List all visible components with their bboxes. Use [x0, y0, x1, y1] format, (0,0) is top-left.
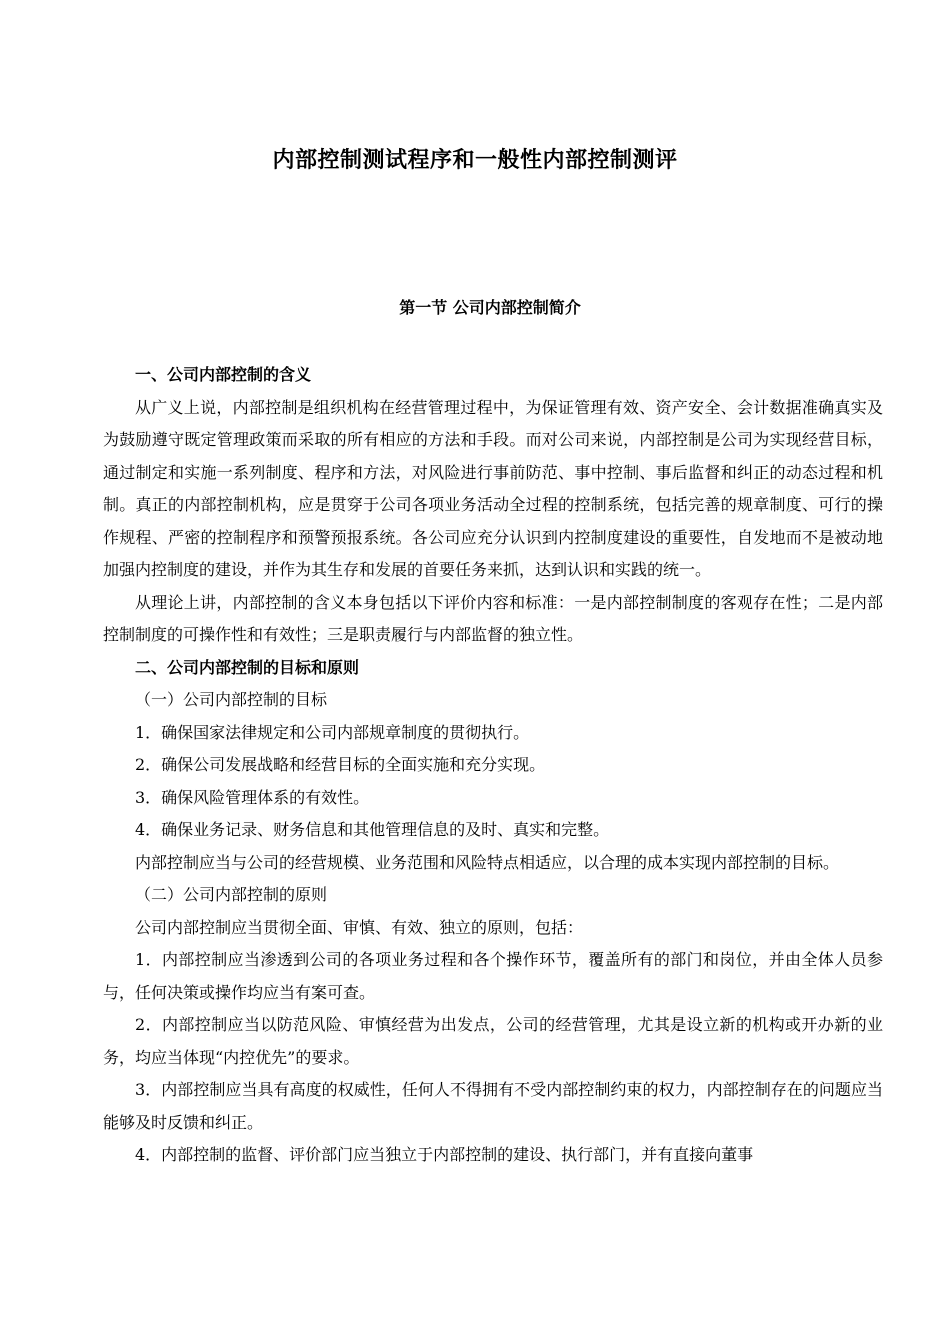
subheading: （二）公司内部控制的原则 [135, 885, 328, 904]
paragraph: 4．内部控制的监督、评价部门应当独立于内部控制的建设、执行部门，并有直接向董事 [135, 1145, 754, 1164]
document-body [103, 359, 883, 1172]
paragraph: 2．内部控制应当以防范风险、审慎经营为出发点，公司的经营管理，尤其是设立新的机构或开办新的业务，均应当体现“内控优先”的要求。 [103, 1015, 883, 1067]
paragraph: 1．内部控制应当渗透到公司的各项业务过程和各个操作环节，覆盖所有的部门和岗位，并由全体人员参与，任何决策或操作均应当有案可查。 [103, 950, 883, 1002]
paragraph: 从广义上说，内部控制是组织机构在经营管理过程中，为保证管理有效、资产安全、会计数据准确真实及为鼓励遵守既定管理政策而采取的所有相应的方法和手段。而对公司来说，内部控制是公司为实现经营目标，通过制定和实施一系列制度、程序和方法，对风险进行事前防范、事中控制、事后监督和纠正的动态过程和机制。真正的内部控制机构，应是贯穿于公司各项业务活动全过程的控制系统，包括完善的规章制度、可行的操作规程、严密的控制程序和预警预报系统。各公司应充分认识到内控制度建设的重要性，自发地而不是被动地加强内控制度的建设，并作为其生存和发展的首要任务来抓，达到认识和实践的统一。 [103, 397, 883, 579]
heading: 一、公司内部控制的含义 [135, 365, 312, 384]
section-heading: 第一节 公司内部控制简介 [399, 298, 581, 317]
paragraph: 公司内部控制应当贯彻全面、审慎、有效、独立的原则，包括： [135, 917, 584, 937]
paragraph: 内部控制应当与公司的经营规模、业务范围和风险特点相适应，以合理的成本实现内部控制的目标。 [135, 852, 840, 872]
paragraph: 1．确保国家法律规定和公司内部规章制度的贯彻执行。 [135, 722, 530, 742]
paragraph: 3．确保风险管理体系的有效性。 [135, 787, 370, 807]
subheading: （一）公司内部控制的目标 [135, 690, 328, 709]
paragraph: 从理论上讲，内部控制的含义本身包括以下评价内容和标准：一是内部控制制度的客观存在性；二是内部控制制度的可操作性和有效性；三是职责履行与内部监督的独立性。 [103, 592, 883, 644]
paragraph: 2．确保公司发展战略和经营目标的全面实施和充分实现。 [135, 755, 546, 774]
document-title: 内部控制测试程序和一般性内部控制测评 [272, 148, 678, 173]
heading: 二、公司内部控制的目标和原则 [135, 657, 360, 677]
paragraph: 4．确保业务记录、财务信息和其他管理信息的及时、真实和完整。 [135, 820, 610, 839]
paragraph: 3．内部控制应当具有高度的权威性，任何人不得拥有不受内部控制约束的权力，内部控制存在的问题应当能够及时反馈和纠正。 [103, 1080, 883, 1132]
